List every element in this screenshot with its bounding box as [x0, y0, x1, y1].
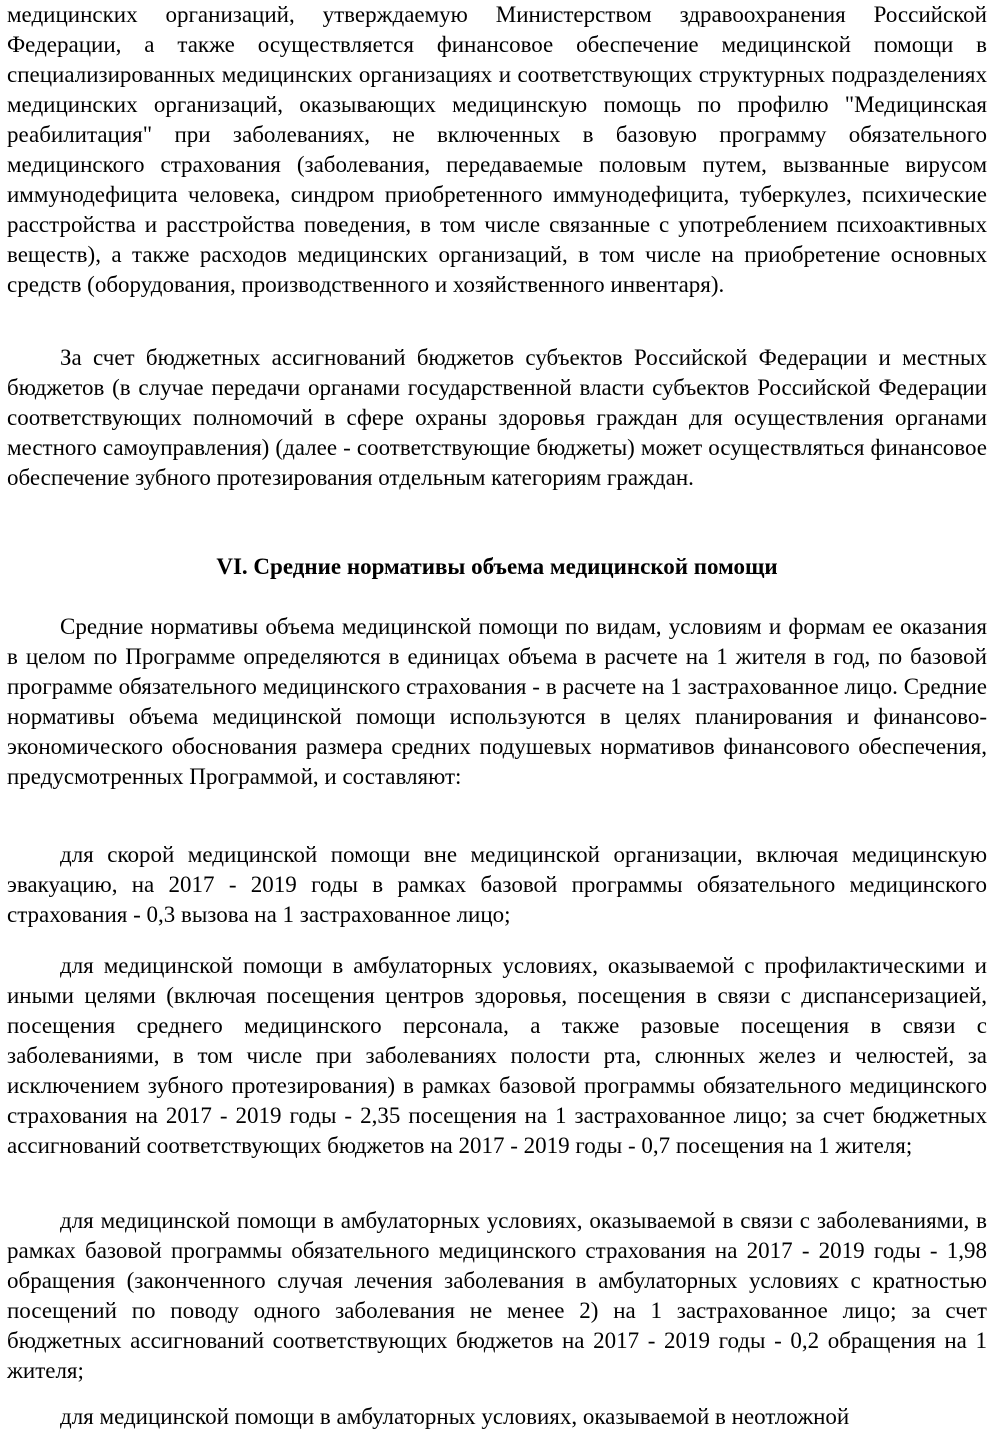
paragraph-urgent-care-start: для медицинской помощи в амбулаторных условиях, оказываемой в неотложной: [60, 1404, 850, 1429]
paragraph-ambulance-norm: для скорой медицинской помощи вне медицинской организации, включая медицинскую эвакуацию, на 2017 - 2019 годы в рамках базовой программы обязательного медицинского страхования - 0,3 вызова на 1 застрахованное лицо;: [7, 842, 987, 927]
paragraph-regional-budgets: За счет бюджетных ассигнований бюджетов субъектов Российской Федерации и местных бюджетов (в случае передачи органами государственной власти субъектов Российской Федерации соответствующих полномочий в сфере охраны здоровья граждан для осуществления органами местного самоуправления) (далее - соответствующие бюджеты) может осуществляться финансовое обеспечение зубного протезирования отдельным категориям граждан.: [7, 345, 987, 490]
paragraph-volume-norms-intro: Средние нормативы объема медицинской помощи по видам, условиям и формам ее оказания в целом по Программе определяются в единицах объема в расчете на 1 жителя в год, по базовой программе обязательного медицинского страхования - в расчете на 1 застрахованное лицо. Средние нормативы объема медицинской помощи используются в целях планирования и финансово-экономического обоснования размера средних подушевых нормативов финансового обеспечения, предусмотренных Программой, и составляют:: [7, 614, 987, 789]
paragraph-disease-treatment-norm: для медицинской помощи в амбулаторных условиях, оказываемой в связи с заболеваниями, в рамках базовой программы обязательного медицинского страхования на 2017 - 2019 годы - 1,98 обращения (законченного случая лечения заболевания в амбулаторных условиях с кратностью посещений по поводу одного заболевания не менее 2) на 1 застрахованное лицо; за счет бюджетных ассигнований соответствующих бюджетов на 2017 - 2019 годы - 0,2 обращения на 1 жителя;: [7, 1208, 987, 1383]
paragraph-preventive-visits-norm: для медицинской помощи в амбулаторных условиях, оказываемой с профилактическими и иными целями (включая посещения центров здоровья, посещения в связи с диспансеризацией, посещения среднего медицинского персонала, а также разовые посещения в связи с заболеваниями, в том числе при заболеваниях полости рта, слюнных желез и челюстей, за исключением зубного протезирования) в рамках базовой программы обязательного медицинского страхования на 2017 - 2019 годы - 2,35 посещения на 1 застрахованное лицо; за счет бюджетных ассигнований соответствующих бюджетов на 2017 - 2019 годы - 0,7 посещения на 1 жителя;: [7, 953, 987, 1158]
paragraph-funding-continuation: медицинских организаций, утверждаемую Министерством здравоохранения Российской Федерации, а также осуществляется финансовое обеспечение медицинской помощи в специализированных медицинских организациях и соответствующих структурных подразделениях медицинских организаций, оказывающих медицинскую помощь по профилю "Медицинская реабилитация" при заболеваниях, не включенных в базовую программу обязательного медицинского страхования (заболевания, передаваемые половым путем, вызванные вирусом иммунодефицита человека, синдром приобретенного иммунодефицита, туберкулез, психические расстройства и расстройства поведения, в том числе связанные с употреблением психоактивных веществ), а также расходов медицинских организаций, в том числе на приобретение основных средств (оборудования, производственного и хозяйственного инвентаря).: [7, 2, 987, 297]
section-heading: VI. Средние нормативы объема медицинской помощи: [216, 554, 778, 579]
